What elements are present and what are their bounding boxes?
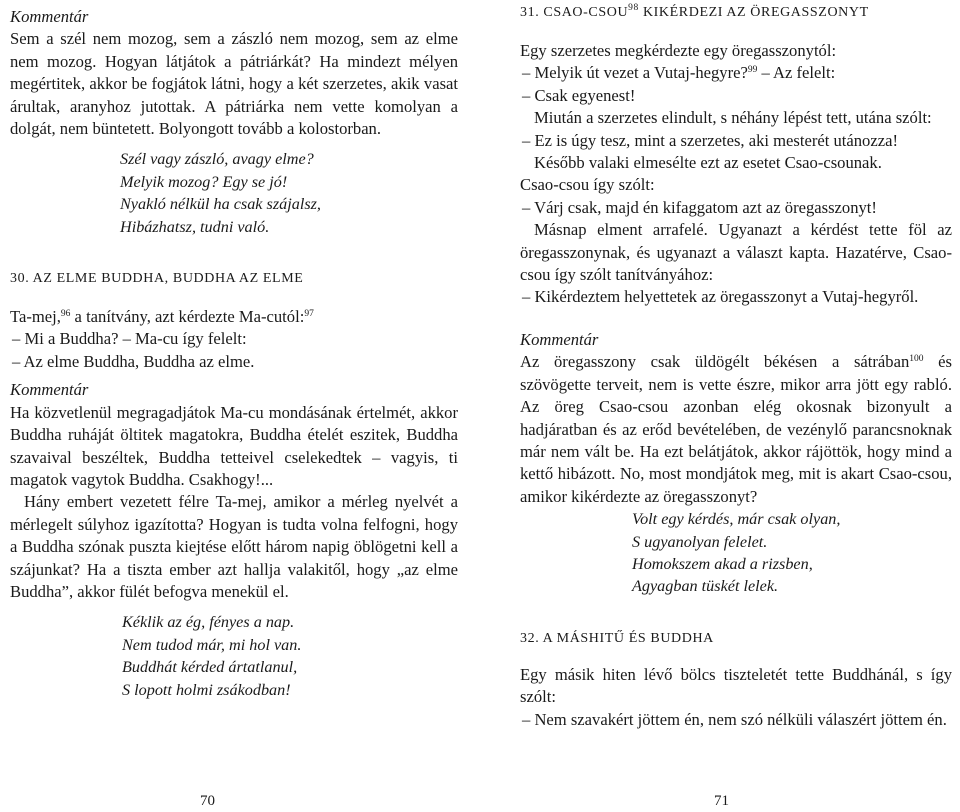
- poem-line: Nem tudod már, mi hol van.: [122, 635, 302, 654]
- text-line: Csao-csou így szólt:: [520, 175, 655, 195]
- commentary-paragraph: Ha közvetlenül megragadjátok Ma-cu mondásának értelmét, akkor Buddha ruháját öltitek magatokra, Buddha ételét eszitek, Buddha szavaival beszéltek, Buddha tetteivel cselekedtek – vagyis, ti magatok vagytok Buddha. Csakhogy!...: [10, 402, 458, 489]
- footnote-marker: 100: [909, 354, 924, 365]
- dialog-text: – Az felelt:: [757, 63, 836, 83]
- story-paragraph: Másnap elment arrafelé. Ugyanazt a kérdést tette föl az öregasszonynak, és ugyanazt a választ kapta. Hazatérve, Csao-csou így szólt tanítványához:: [520, 220, 952, 285]
- footnote-marker: 96: [60, 309, 71, 320]
- commentary-paragraph: Sem a szél nem mozog, sem a zászló nem mozog, sem az elme nem mozog. Hogyan látjátok a pátriárkát? Ha mindezt mélyen megértitek, akkor be fogjátok látni, hogy a két szerzetes, akik vasat árultak, aranyhoz jutottak. A pátriárka nem vette komolyan a dolgát, nem büntetett. Bolyongott tovább a kolostorban.: [10, 29, 458, 139]
- commentary-label: Kommentár: [520, 329, 599, 349]
- text-line: Egy szerzetes megkérdezte egy öregasszonytól:: [520, 41, 837, 60]
- page-number: 71: [714, 793, 729, 809]
- poem-line: S lopott holmi zsákodban!: [122, 680, 291, 699]
- section-heading: [520, 2, 952, 24]
- commentary-text: Az öregasszony csak üldögélt békésen a sátrában: [520, 352, 910, 372]
- commentary-paragraph: [520, 351, 952, 508]
- poem-line: Buddhát kérded ártatlanul,: [122, 658, 298, 677]
- dialog-line: – Csak egyenest!: [522, 85, 636, 105]
- poem-line: Hibázhatsz, tudni való.: [120, 217, 270, 236]
- dialog-line: – Kikérdeztem helyettetek az öregasszonyt a Vutaj-hegyről.: [522, 287, 919, 307]
- footnote-marker: 99: [747, 65, 758, 76]
- commentary-paragraph: Hány embert vezetett félre Ta-mej, amikor a mérleg nyelvét a mérlegelt súlyhoz igazította? Hogyan is tudta volna felfogni, hogy a Buddha szónak puszta kiejtése előtt három napig öblögetni kell a szájunkat? Ha a tiszta ember azt hallja valakitől, hogy „az elme Buddha”, akkor fülét befogva menekül el.: [10, 492, 458, 601]
- poem-line: S ugyanolyan felelet.: [632, 532, 768, 551]
- poem-line: Melyik mozog? Egy se jó!: [120, 172, 288, 191]
- dialog-line: – Az elme Buddha, Buddha az elme.: [12, 351, 255, 371]
- page-number: 70: [200, 793, 215, 809]
- right-page: [484, 0, 960, 812]
- section-heading: 32. A MÁSHITŰ ÉS BUDDHA: [520, 630, 714, 646]
- story-paragraph: Később valaki elmesélte ezt az esetet Csao-csounak.: [534, 153, 882, 173]
- section-heading: 30. AZ ELME BUDDHA, BUDDHA AZ ELME: [10, 271, 304, 287]
- dialog-intro: [10, 306, 458, 328]
- dialog-line: – Mi a Buddha? – Ma-cu így felelt:: [12, 329, 247, 349]
- dialog-line: – Nem szavakért jöttem én, nem szó nélküli válaszért jöttem én.: [522, 709, 947, 729]
- commentary-label: Kommentár: [10, 380, 89, 400]
- poem-line: Homokszem akad a rizsben,: [632, 554, 813, 573]
- section-heading-text: KIKÉRDEZI AZ ÖREGASSZONYT: [638, 5, 869, 20]
- dialog-line: [520, 62, 952, 84]
- dialog-line: – Várj csak, majd én kifaggatom azt az öregasszonyt!: [522, 197, 877, 217]
- poem-line: Kéklik az ég, fényes a nap.: [122, 613, 295, 632]
- poem-line: Szél vagy zászló, avagy elme?: [120, 150, 314, 169]
- poem: [632, 508, 952, 598]
- poem-line: Nyakló nélkül ha csak szájalsz,: [120, 195, 321, 214]
- dialog-intro-text: a tanítvány, azt kérdezte Ma-cutól:: [70, 307, 305, 327]
- poem: [122, 611, 458, 701]
- commentary-label: Kommentár: [10, 7, 89, 26]
- poem: [120, 148, 458, 238]
- dialog-text: – Melyik út vezet a Vutaj-hegyre?: [522, 63, 748, 83]
- story-paragraph: Miután a szerzetes elindult, s néhány lépést tett, utána szólt:: [534, 108, 932, 128]
- footnote-marker: 98: [628, 3, 639, 13]
- footnote-marker: 97: [304, 309, 314, 320]
- dialog-intro-text: Ta-mej,: [10, 307, 61, 327]
- dialog-line: – Ez is úgy tesz, mint a szerzetes, aki mesterét utánozza!: [522, 130, 898, 150]
- story-paragraph: Egy másik hiten lévő bölcs tiszteletét tette Buddhánál, s így szólt:: [520, 664, 952, 707]
- poem-line: Agyagban tüskét lelek.: [632, 577, 779, 596]
- poem-line: Volt egy kérdés, már csak olyan,: [632, 510, 841, 529]
- commentary-text: és szövögette terveit, nem is vette észre, mikor arra jött egy rabló. Az öreg Csao-csou azonban elég okosnak bizonyult a hadjáratban és az erőd bevételében, de vezénylő parancsnoknak már nem vált be. Ha ezt belátjátok, akkor rájöttök, hogy mind a kettő hibázott. No, most mondjátok meg, mit is akart Csao-csou, amikor kikérdezte az öregasszonyt?: [520, 352, 952, 506]
- section-heading-text: 31. CSAO-CSOU: [520, 5, 629, 20]
